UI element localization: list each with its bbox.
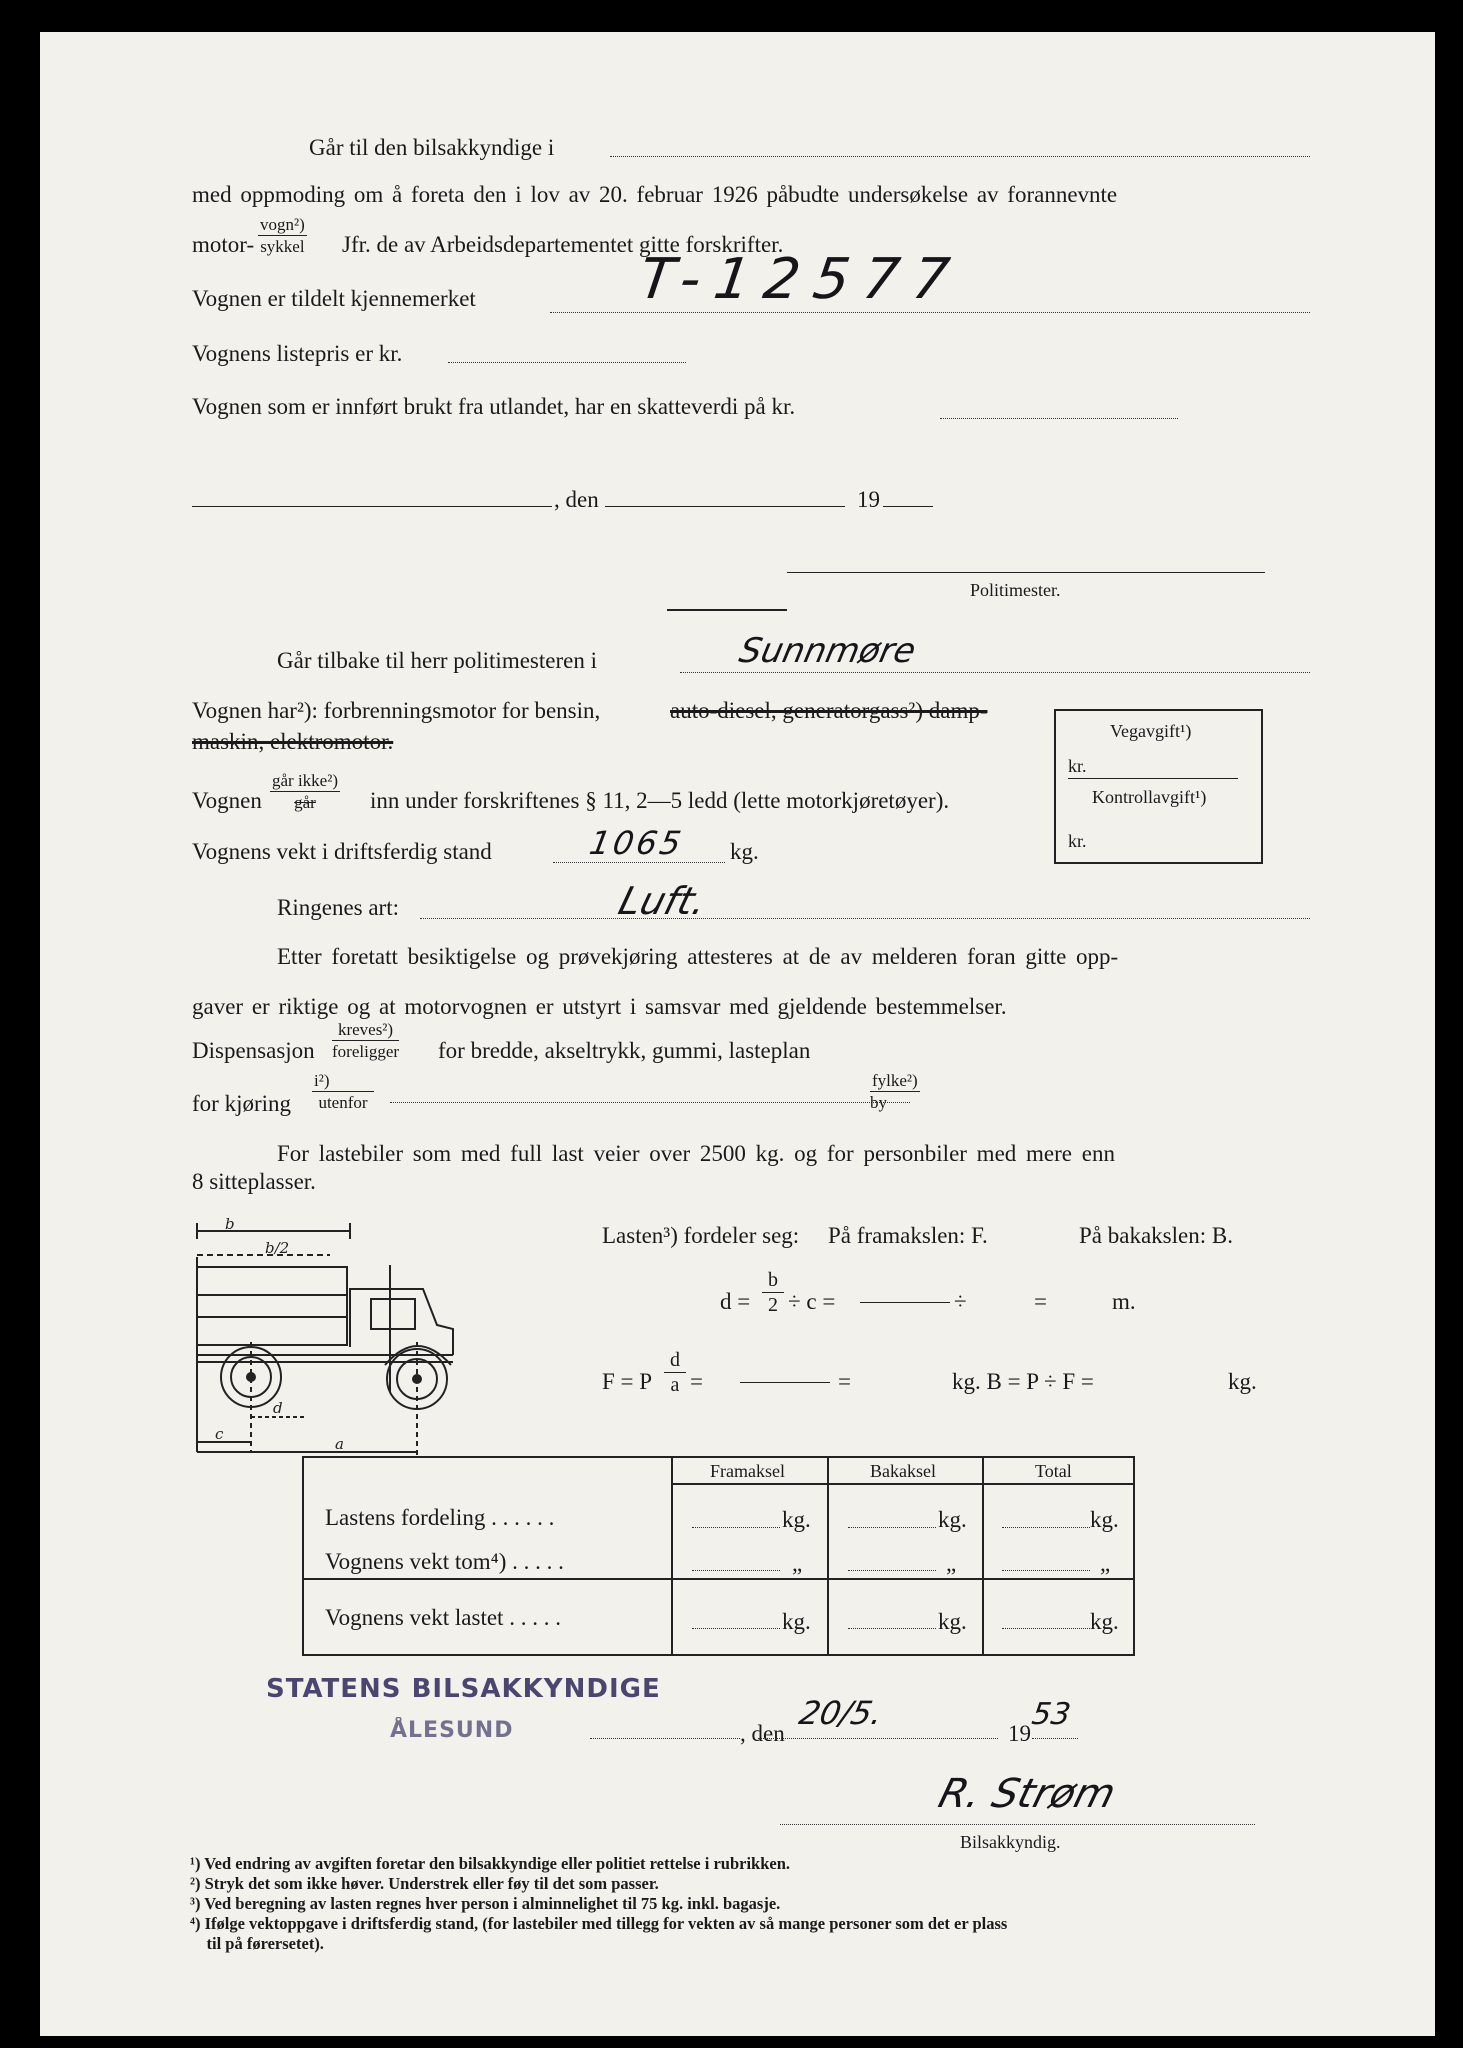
table-header-divider <box>671 1483 1133 1485</box>
return-to-police-label: Går tilbake til herr politimesteren i <box>277 648 597 673</box>
in-outside-fraction: i²) utenfor <box>312 1072 374 1111</box>
table-ditto: „ <box>792 1551 803 1576</box>
trucks-note-2: 8 sitteplasser. <box>192 1169 316 1194</box>
place-field[interactable] <box>192 506 552 507</box>
formula-minus-c: ÷ c = <box>788 1289 836 1314</box>
table-unit: kg. <box>1090 1507 1119 1532</box>
header-total: Total <box>1035 1461 1072 1481</box>
closing-year-field[interactable] <box>1032 1738 1078 1739</box>
tax-value-label: Vognen som er innført brukt fra utlandet, har en skatteverdi på kr. <box>192 394 796 419</box>
load-distribution-label: Lasten³) fordeler seg: <box>602 1223 800 1248</box>
date-field[interactable] <box>605 506 845 507</box>
road-tax-field[interactable] <box>1068 778 1238 779</box>
dispensation-text: for bredde, akseltrykk, gummi, lasteplan <box>438 1038 811 1063</box>
diagram-label-d: d <box>273 1399 283 1417</box>
rear-axle-label: På bakakslen: B. <box>1079 1223 1233 1248</box>
table-cell[interactable] <box>1002 1527 1090 1528</box>
regulation-text: inn under forskriftenes § 11, 2—5 ledd (lette motorkjøretøyer). <box>370 788 950 813</box>
formula-kg-end: kg. <box>1228 1369 1257 1394</box>
section-divider <box>667 609 787 611</box>
table-unit: kg. <box>1090 1609 1119 1634</box>
header-front-axle: Framaksel <box>710 1461 785 1481</box>
motor-prefix: motor- <box>192 232 255 257</box>
driving-label: for kjøring <box>192 1091 292 1116</box>
table-ditto: „ <box>1100 1551 1111 1576</box>
county-city-fraction: fylke²) by <box>870 1071 918 1112</box>
office-stamp-line-2: ÅLESUND <box>390 1718 514 1743</box>
formula-f-field[interactable] <box>740 1382 830 1383</box>
expert-signature: R. Strøm <box>933 1771 1121 1817</box>
police-district-handwritten: Sunnmøre <box>735 631 920 671</box>
footnote-3: ³) Ved beregning av lasten regnes hver person i alminnelighet til 75 kg. inkl. bagasje. <box>190 1894 781 1913</box>
request-text: med oppmoding om å foreta den i lov av 20. februar 1926 påbudte undersøkelse av forannevnte <box>192 182 1118 207</box>
table-col-divider <box>982 1456 984 1655</box>
office-stamp-line-1: STATENS BILSAKKYNDIGE <box>266 1674 661 1704</box>
formula-kg-b: kg. B = P ÷ F = <box>952 1369 1094 1394</box>
diagram-label-a: a <box>335 1435 344 1453</box>
footnote-4-cont: til på førersetet). <box>190 1934 324 1953</box>
vogn-sykkel-fraction: vogn²) sykkel <box>260 215 305 256</box>
diagram-label-b: b <box>225 1217 235 1233</box>
formula-b-over-2: $\frac{b}{2}$ <box>762 1270 784 1315</box>
police-district-field[interactable] <box>680 672 1310 673</box>
front-axle-label: På framakslen: F. <box>828 1223 988 1248</box>
formula-eq: = <box>1034 1289 1047 1314</box>
year-field[interactable] <box>883 506 933 507</box>
expert-signature-line[interactable] <box>780 1824 1255 1825</box>
table-cell[interactable] <box>848 1570 936 1571</box>
tyre-type-handwritten: Luft. <box>614 879 712 923</box>
vehicle-label: Vognen <box>192 788 262 813</box>
table-unit: kg. <box>938 1609 967 1634</box>
table-unit: kg. <box>782 1507 811 1532</box>
tyre-type-label: Ringenes art: <box>277 895 399 920</box>
formula-b-field[interactable] <box>860 1302 950 1303</box>
diagram-label-c: c <box>215 1425 224 1443</box>
closing-date-handwritten: 20/5. <box>795 1694 887 1732</box>
closing-date-field[interactable] <box>758 1738 998 1739</box>
document-page <box>40 32 1435 2036</box>
road-tax-kr: kr. <box>1068 756 1087 776</box>
weight-field[interactable] <box>553 862 725 863</box>
weight-unit: kg. <box>730 839 759 864</box>
tyre-type-field[interactable] <box>420 918 1310 919</box>
attestation-line-2: gaver er riktige og at motorvognen er utstyrt i samsvar med gjeldende bestemmelser. <box>192 994 1007 1019</box>
formula-d: d = <box>720 1289 751 1314</box>
table-cell[interactable] <box>1002 1628 1090 1629</box>
weight-label: Vognens vekt i driftsferdig stand <box>192 839 492 864</box>
dispensation-label: Dispensasjon <box>192 1038 315 1063</box>
closing-date-label: , den <box>740 1721 785 1746</box>
diagram-label-b-half: b/2 <box>265 1239 290 1257</box>
police-signature-line[interactable] <box>787 572 1265 573</box>
road-tax-label: Vegavgift¹) <box>1110 721 1192 741</box>
footnote-1: ¹) Ved endring av avgiften foretar den bilsakkyndige eller politiet rettelse i rubrikken. <box>190 1854 791 1873</box>
row-label-loaded-weight: Vognens vekt lastet . . . . . <box>325 1605 561 1630</box>
control-fee-label: Kontrollavgift¹) <box>1092 787 1207 807</box>
table-unit: kg. <box>782 1609 811 1634</box>
row-label-load-distribution: Lastens fordeling . . . . . . <box>325 1505 555 1530</box>
truck-diagram <box>185 1217 605 1462</box>
department-reference: Jfr. de av Arbeidsdepartementet gitte forskrifter. <box>342 232 784 257</box>
closing-year-handwritten: 53 <box>1029 1697 1073 1732</box>
tax-value-field[interactable] <box>940 418 1178 419</box>
footnote-2: ²) Stryk det som ikke høver. Understrek eller føy til det som passer. <box>190 1874 659 1893</box>
table-unit: kg. <box>938 1507 967 1532</box>
kreves-fraction: kreves²) foreligger <box>332 1020 400 1061</box>
row-label-empty-weight: Vognens vekt tom⁴) . . . . . <box>325 1549 564 1574</box>
control-fee-kr: kr. <box>1068 831 1087 851</box>
formula-div: ÷ <box>954 1289 967 1314</box>
table-cell[interactable] <box>848 1628 936 1629</box>
formula-eq3: = <box>838 1369 851 1394</box>
list-price-label: Vognens listepris er kr. <box>192 341 403 366</box>
table-row-divider <box>302 1578 1133 1580</box>
driving-area-field[interactable] <box>390 1102 910 1103</box>
table-cell[interactable] <box>1002 1570 1090 1571</box>
engine-type-label: Vognen har²): forbrenningsmotor for bensin, <box>192 698 601 723</box>
table-ditto: „ <box>946 1551 957 1576</box>
year-prefix: 19 <box>857 487 880 512</box>
struck-engine-options-1: auto-diesel, generatorgass²) damp- <box>670 698 988 723</box>
closing-year-prefix: 19 <box>1008 1721 1031 1746</box>
table-cell[interactable] <box>848 1527 936 1528</box>
weight-handwritten: 1065 <box>586 824 687 862</box>
footnote-4: ⁴) Ifølge vektoppgave i driftsferdig stand, (for lastebiler med tillegg for vekten av så mange personer som det er plass <box>190 1914 1008 1933</box>
registration-handwritten: T-12577 <box>635 247 968 312</box>
formula-d-over-a: $\frac{d}{a}$ <box>664 1350 686 1395</box>
formula-f: F = P <box>602 1369 653 1394</box>
trucks-note-1: For lastebiler som med full last veier over 2500 kg. og for personbiler med mere enn <box>277 1141 1115 1166</box>
formula-eq2: = <box>690 1369 703 1394</box>
table-cell[interactable] <box>692 1628 780 1629</box>
expert-location-field[interactable] <box>610 156 1310 157</box>
header-rear-axle: Bakaksel <box>870 1461 936 1481</box>
police-chief-label: Politimester. <box>970 580 1061 600</box>
expert-label: Bilsakkyndig. <box>960 1832 1061 1852</box>
table-cell[interactable] <box>692 1527 780 1528</box>
registration-field[interactable] <box>550 312 1310 313</box>
table-cell[interactable] <box>692 1570 780 1571</box>
attestation-line-1: Etter foretatt besiktigelse og prøvekjøring attesteres at de av melderen foran gitte opp- <box>277 944 1119 969</box>
table-col-divider <box>827 1456 829 1655</box>
struck-engine-options-2: maskin, elektromotor. <box>192 729 394 754</box>
closing-place-field[interactable] <box>590 1738 740 1739</box>
table-col-divider <box>671 1456 673 1655</box>
goes-to-label: Går til den bilsakkyndige i <box>309 135 555 160</box>
list-price-field[interactable] <box>448 362 686 363</box>
formula-m: m. <box>1112 1289 1136 1314</box>
registration-label: Vognen er tildelt kjennemerket <box>192 286 476 311</box>
gaar-fraction: går ikke²) går <box>272 771 338 812</box>
date-label: , den <box>554 487 599 512</box>
